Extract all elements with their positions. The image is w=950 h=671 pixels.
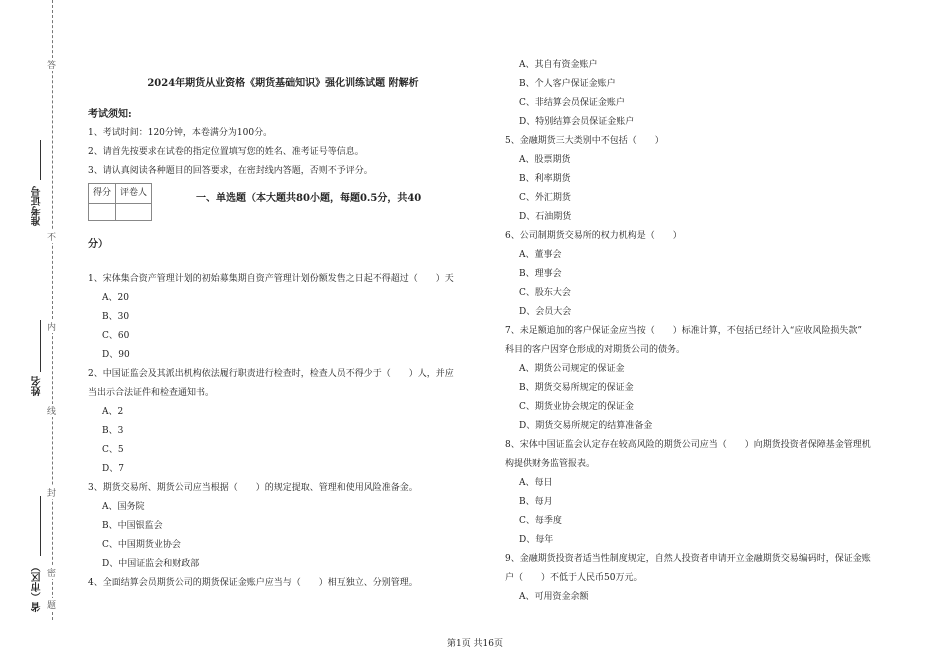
- answer-option: B、理事会: [519, 269, 562, 279]
- page-footer: 第1页 共16页: [446, 639, 504, 649]
- question-stem: 构提供财务监管报表。: [505, 459, 596, 469]
- reviewer-cell-blank: [116, 204, 152, 221]
- left-column: [88, 74, 488, 593]
- answer-option: D、期货交易所规定的结算准备金: [519, 421, 653, 431]
- score-cell-label: 得分: [89, 184, 116, 204]
- q4-options: [505, 56, 910, 132]
- notice-item: 1、考试时间：120分钟，本卷满分为100分。: [88, 128, 273, 138]
- name-field-label: 姓名: [32, 376, 43, 396]
- section-heading-cont: 分）: [88, 239, 108, 250]
- question-stem: 当出示合法证件和检查通知书。: [88, 388, 215, 398]
- answer-option: B、利率期货: [519, 174, 571, 184]
- answer-option: D、石油期货: [519, 212, 572, 222]
- seal-line: [52, 0, 53, 620]
- answer-option: A、董事会: [519, 250, 562, 260]
- question-stem: 3、期货交易所、期货公司应当根据（ ）的规定提取、管理和使用风险准备金。: [88, 483, 418, 493]
- question-stem: 8、宋体中国证监会认定存在较高风险的期货公司应当（ ）向期货投资者保障基金管理机: [505, 440, 871, 450]
- answer-option: A、2: [102, 407, 124, 417]
- answer-option: A、国务院: [102, 502, 145, 512]
- question: [88, 270, 488, 365]
- answer-option: D、特别结算会员保证金账户: [519, 117, 635, 127]
- answer-option: B、期货交易所规定的保证金: [519, 383, 634, 393]
- answer-option: C、外汇期货: [519, 193, 571, 203]
- answer-option: A、可用资金余额: [519, 592, 589, 602]
- answer-option: B、3: [102, 426, 124, 436]
- left-question-list: [88, 270, 488, 593]
- answer-option: B、中国银监会: [102, 521, 163, 531]
- answer-option: A、股票期货: [519, 155, 571, 165]
- region-field-line: [40, 496, 41, 556]
- seal-hint: 线: [45, 406, 55, 415]
- score-cell-blank: [89, 204, 116, 221]
- question: [505, 436, 910, 550]
- score-section: [88, 183, 488, 221]
- question: [505, 550, 910, 607]
- seal-hint: 密: [45, 568, 55, 577]
- answer-option: C、每季度: [519, 516, 562, 526]
- region-field-label: 省（市区）: [32, 562, 43, 612]
- id-field-label: 准考证号: [32, 186, 43, 226]
- seal-hint: 不: [45, 232, 55, 241]
- question-stem: 1、宋体集合资产管理计划的初始募集期自资产管理计划份额发售之日起不得超过（ ）天: [88, 274, 454, 284]
- answer-option: B、每月: [519, 497, 553, 507]
- answer-option: D、每年: [519, 535, 554, 545]
- answer-option: D、7: [102, 464, 124, 474]
- notice-item: 2、请首先按要求在试卷的指定位置填写您的姓名、准考证号等信息。: [88, 147, 364, 157]
- name-field-line: [40, 320, 41, 372]
- answer-option: C、中国期货业协会: [102, 540, 181, 550]
- binding-strip: [0, 0, 80, 671]
- question: [88, 574, 488, 593]
- answer-option: C、期货业协会规定的保证金: [519, 402, 634, 412]
- question-stem: 2、中国证监会及其派出机构依法履行职责进行检查时，检查人员不得少于（ ）人，并应: [88, 369, 454, 379]
- question: [505, 227, 910, 322]
- question-stem: 6、公司制期货交易所的权力机构是（ ）: [505, 231, 682, 241]
- question-stem: 4、全面结算会员期货公司的期货保证金账户应当与（ ）相互独立、分别管理。: [88, 578, 418, 588]
- id-field-line: [40, 140, 41, 180]
- question-stem: 9、金融期货投资者适当性制度规定，自然人投资者申请开立金融期货交易编码时，保证金账: [505, 554, 871, 564]
- question-stem: 5、金融期货三大类别中不包括（ ）: [505, 136, 664, 146]
- seal-hint: 内: [45, 322, 55, 331]
- answer-option: B、个人客户保证金账户: [519, 79, 616, 89]
- answer-option: C、60: [102, 331, 130, 341]
- answer-option: A、20: [102, 293, 129, 303]
- seal-hint: 封: [45, 488, 55, 497]
- answer-option: C、非结算会员保证金账户: [519, 98, 625, 108]
- answer-option: A、期货公司规定的保证金: [519, 364, 625, 374]
- section-heading: 一、单选题（本大题共80小题，每题0.5分，共40: [196, 193, 422, 204]
- answer-option: D、中国证监会和财政部: [102, 559, 200, 569]
- answer-option: D、90: [102, 350, 130, 360]
- question-stem: 科目的客户因穿仓形成的对期货公司的债务。: [505, 345, 686, 355]
- score-table: [88, 183, 152, 221]
- question-stem: 户（ ）不低于人民币50万元。: [505, 573, 643, 583]
- notice-heading: 考试须知:: [88, 109, 132, 120]
- answer-option: C、5: [102, 445, 124, 455]
- answer-option: C、股东大会: [519, 288, 571, 298]
- seal-hint: 答: [45, 60, 55, 69]
- notice-item: 3、请认真阅读各种题目的回答要求，在密封线内答题，否则不予评分。: [88, 166, 373, 176]
- question: [88, 479, 488, 574]
- question: [88, 365, 488, 479]
- answer-option: A、每日: [519, 478, 553, 488]
- answer-option: B、30: [102, 312, 130, 322]
- question: [505, 132, 910, 227]
- right-column: [505, 56, 910, 607]
- reviewer-cell-label: 评卷人: [116, 184, 152, 204]
- answer-option: D、会员大会: [519, 307, 572, 317]
- question-stem: 7、未足额追加的客户保证金应当按（ ）标准计算，不包括已经计入“应收风险损失款”: [505, 326, 862, 336]
- question: [505, 322, 910, 436]
- seal-hint: 题: [45, 600, 55, 609]
- right-question-list: [505, 132, 910, 607]
- answer-option: A、其自有资金账户: [519, 60, 598, 70]
- page-title: 2024年期货从业资格《期货基础知识》强化训练试题 附解析: [147, 78, 419, 89]
